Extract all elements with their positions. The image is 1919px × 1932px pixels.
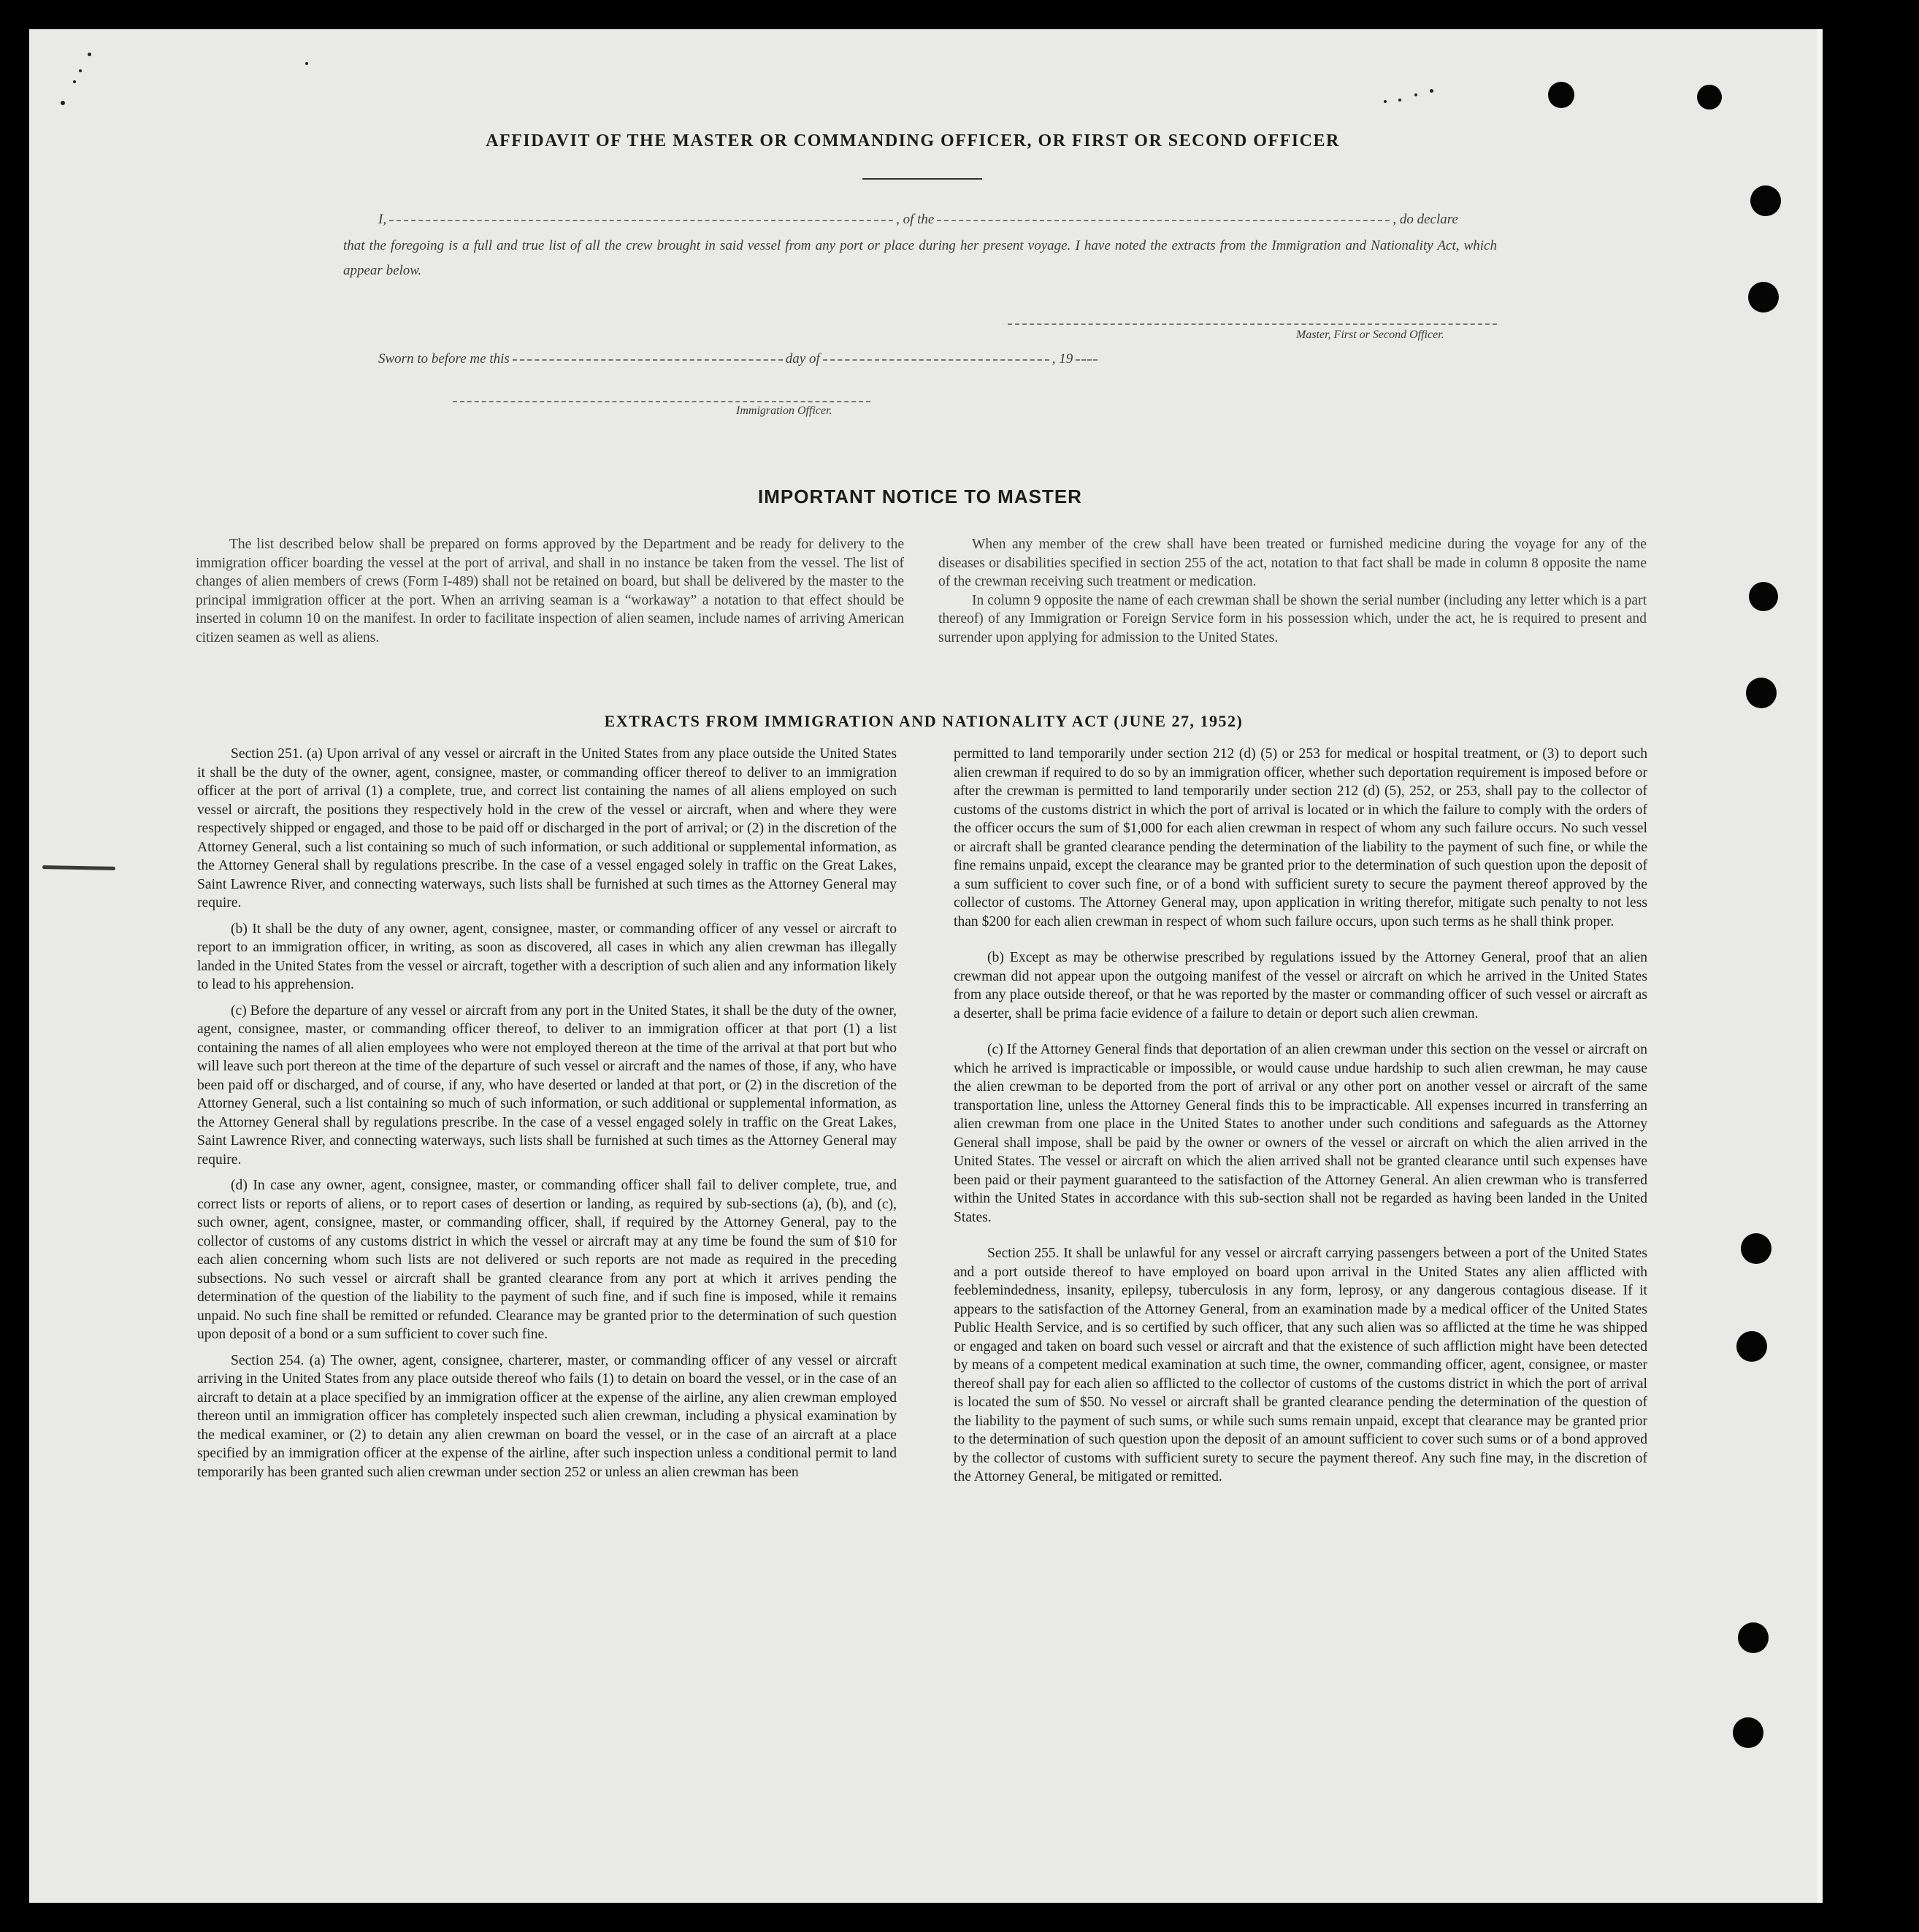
section-251-d: (d) In case any owner, agent, consignee, master, or commanding officer shall fail to deliver complete, true, and correct lists or reports of aliens, or to report cases of desertion or landing, as required by sub-sections (a), (b), and (c), such owner, agent, consignee, master, or commanding officer, shall, if required by the Attorney General, pay to the collector of customs of any customs district in which the vessel or aircraft may at any time be found the sum of $10 for each alien concerning whom such lists are not delivered or such reports are not made as required in the preceding subsections. No such vessel or aircraft shall be granted clearance from any port at which it arrives pending the determination of the question of the liability to the payment of such fine, and if such fine is imposed, while it remains unpaid. No such fine shall be remitted or refunded. Clearance may be granted prior to the determination of such question upon deposit of a bond or a sum sufficient to cover such fine. [197, 1178, 897, 1342]
binder-hole [1746, 678, 1777, 708]
binder-hole [1736, 1331, 1767, 1362]
binder-hole [1548, 82, 1574, 108]
title-divider [862, 178, 982, 180]
sworn-date-field [513, 359, 783, 361]
scan-speck [61, 101, 65, 105]
affidavit-statement: that the foregoing is a full and true list of all the crew brought in said vessel from any port or place during her present voyage. I have noted the extracts from the Immigration and Nationality Act, which appear below. [343, 238, 1497, 278]
binder-hole [1748, 282, 1779, 313]
scan-speck [79, 69, 82, 72]
sworn-line [378, 351, 1100, 367]
declare-suffix: , do declare [1393, 212, 1458, 227]
section-251-c: (c) Before the departure of any vessel or aircraft from any port in the United States, it shall be the duty of the owner, agent, consignee, master, or commanding officer thereof, to deliver to an immigration officer at that port (1) a list containing the names of all alien employees who were not employed thereon at the time of the arrival at that port but who will leave such port thereon at the time of the departure of such vessel or aircraft and the names of those, if any, who have been paid off or discharged, and of course, if any, who have deserted or landed at that port, or (2) in the discretion of the Attorney General, such a list containing so much of such information, or such additional or supplemental information, as the Attorney General shall by regulations prescribe. In the case of a vessel engaged solely in traffic on the Great Lakes, Saint Lawrence River, and connecting waterways, such lists shall be furnished at such times as the Attorney General may require. [197, 1003, 897, 1168]
extracts-title: EXTRACTS FROM IMMIGRATION AND NATIONALITY ACT (JUNE 27, 1952) [604, 712, 1244, 730]
section-255: Section 255. It shall be unlawful for any vessel or aircraft carrying passengers between a port of the United States and a port outside thereof to have employed on board upon arrival in the United States any alien afflicted with feeblemindedness, insanity, epilepsy, tuberculosis in any form, leprosy, or any dangerous contagious disease. If it appears to the satisfaction of the Attorney General, from an examination made by a medical officer of the United States Public Health Service, and is so certified by such officer, that any such alien was so afflicted at the time he was shipped or engaged and taken on board such vessel or aircraft and that the existence of such affliction might have been detected by means of a competent medical examination at such time, the owner, commanding officer, agent, consignee, or master thereof shall pay for each alien so afflicted to the collector of customs of the customs district in which the port of arrival is located the sum of $50. No vessel or aircraft shall be granted clearance pending the determination of the question of the liability to the payment of such sums, or while such sums remain unpaid, except that clearance may be granted prior to the determination of such question upon the deposit of an amount sufficient to cover such sums or of a bond approved by the collector of customs with sufficient surety to secure the payment thereof. Any such fine may, in the discretion of the Attorney General, be mitigated or remitted. [954, 1246, 1647, 1484]
notice-right-column [938, 535, 1647, 648]
sworn-year-field [1076, 359, 1098, 361]
notice-paragraph: The list described below shall be prepared on forms approved by the Department and be ready for delivery to the immigration officer boarding the vessel at the port of arrival, and shall in no instance be taken from the vessel. The list of changes of alien members of crews (Form I-489) shall not be retained on board, but shall be delivered by the master to the principal immigration officer at the port. When an arriving seaman is a “workaway” a notation to that effect should be inserted in column 10 on the manifest. In order to facilitate inspection of alien seamen, include names of arriving American citizen seamen as well as aliens. [196, 537, 904, 645]
declarant-line [378, 212, 1458, 228]
section-254-a: Section 254. (a) The owner, agent, consignee, charterer, master, or commanding officer of any vessel or aircraft arriving in the United States from any place outside thereof who fails (1) to detain on board the vessel, or in the case of an aircraft to detain at a place specified by an immigration officer at the expense of the airline, any alien crewman employed thereon until an immigration officer has completely inspected such alien crewman, including a physical examination by the medical examiner, or (2) to detain any alien crewman on board the vessel, or in the case of an aircraft at a place specified by an immigration officer at the expense of the airline, after such inspection unless a conditional permit to land temporarily has been granted such alien crewman under section 252 or unless an alien crewman has been [197, 1352, 897, 1480]
scan-speck [1430, 89, 1433, 93]
section-254-a-continued: permitted to land temporarily under section 212 (d) (5) or 253 for medical or hospital treatment, or (3) to deport such alien crewman if required to do so by an immigration officer, whether such deportation requirement is imposed before or after the crewman is permitted to land temporarily under section 212 (d) (5), 252, or 253, shall pay to the collector of customs of the customs district in which the port of arrival is located or in which the failure to comply with the orders of the officer occurs the sum of $1,000 for each alien crewman in respect of whom any such failure occurs. No such vessel or aircraft shall be granted clearance pending the determination of the liability to the payment of such fine, or while the fine remains unpaid, except the clearance may be granted prior to the determination of such question upon the deposit of a sum sufficient to cover such fine, or of a bond with sufficient surety to secure the payment thereof approved by the collector of customs. The Attorney General may, upon application in writing therefor, mitigate such penalty to not less than $200 for each alien crewman in respect of whom such failure occurs, upon such terms as he shall think proper. [954, 746, 1647, 929]
sworn-day-label: day of [785, 351, 820, 367]
binder-hole [1749, 582, 1778, 611]
sworn-year-label: , 19 [1052, 351, 1073, 367]
declarant-name-field [389, 219, 893, 221]
section-251-a: Section 251. (a) Upon arrival of any vessel or aircraft in the United States from any place outside the United States it shall be the duty of the owner, agent, consignee, master, or commanding officer thereof to deliver to an immigration officer at the port of arrival (1) a complete, true, and correct list containing the names of all aliens employed on such vessel or aircraft, the positions they respectively hold in the crew of the vessel or aircraft, when and where they were respectively shipped or engaged, and those to be paid off or discharged in the port of arrival; or (2) in the discretion of the Attorney General, such a list containing so much of such information, or such additional or supplemental information, as the Attorney General shall by regulations prescribe. In the case of a vessel engaged solely in traffic on the Great Lakes, Saint Lawrence River, and connecting waterways, such lists shall be furnished at such times as the Attorney General may require. [197, 746, 897, 911]
scan-speck [73, 80, 76, 83]
scan-speck [305, 62, 308, 65]
section-254-b: (b) Except as may be otherwise prescribed by regulations issued by the Attorney General, proof that an alien crewman did not appear upon the outgoing manifest of the vessel or aircraft on which he arrived in the United States from any place outside thereof, or that he was reported by the master or commanding officer of such vessel or aircraft as a deserter, shall be prima facie evidence of a failure to detain or deport such alien crewman. [954, 950, 1647, 1021]
vessel-prefix: , of the [896, 212, 935, 227]
extracts-left-column [197, 745, 897, 1489]
binder-hole [1738, 1622, 1769, 1653]
officer-signature-caption: Immigration Officer. [736, 405, 832, 417]
master-signature-caption: Master, First or Second Officer. [1296, 329, 1444, 341]
sworn-prefix: Sworn to before me this [378, 351, 510, 367]
notice-paragraph: In column 9 opposite the name of each crewman shall be shown the serial number (including any letter which is a part thereof) of any Immigration or Foreign Service form in his possession which, under the act, he is required to present and surrender upon applying for admission to the United States. [938, 592, 1647, 645]
binder-hole [1733, 1717, 1763, 1748]
sworn-month-field [823, 359, 1049, 361]
notice-left-column [196, 535, 904, 648]
scan-edge [1817, 29, 1823, 1903]
section-254-c: (c) If the Attorney General finds that deportation of an alien crewman under this section on the vessel or aircraft on which he arrived is impracticable or impossible, or would cause undue hardship to such alien crewman, he may cause the alien crewman to be deported from the port of arrival or any other port on another vessel or aircraft of the same transportation line, unless the Attorney General finds this to be impracticable. All expenses incurred in transferring an alien crewman from one place in the United States to another under such conditions and safeguards as the Attorney General shall impose, shall be paid by the owner or owners of the vessel or aircraft on which the alien arrived in the United States. The vessel or aircraft on which the alien arrived shall not be granted clearance until such expenses have been paid or their payment guaranteed to the satisfaction of the Attorney General. An alien crewman who is transferred within the United States in accordance with this sub-section shall not be regarded as having been landed in the United States. [954, 1042, 1647, 1225]
scan-speck [1398, 99, 1401, 101]
master-signature-field [1008, 323, 1497, 325]
extracts-right-column [954, 745, 1647, 1494]
binder-hole [1750, 185, 1781, 216]
scan-speck [1414, 93, 1417, 96]
notice-paragraph: When any member of the crew shall have been treated or furnished medicine during the voyage for any of the diseases or disabilities specified in section 255 of the act, notation to that fact shall be made in column 8 opposite the name of the crewman receiving such treatment or medication. [938, 537, 1647, 590]
vessel-name-field [937, 219, 1390, 221]
affidavit-title: AFFIDAVIT OF THE MASTER OR COMMANDING OFFICER, OR FIRST OR SECOND OFFICER [486, 131, 1340, 150]
binder-hole [1697, 85, 1722, 110]
scan-speck [1384, 100, 1387, 103]
scan-speck [88, 53, 91, 56]
notice-title: IMPORTANT NOTICE TO MASTER [758, 486, 1082, 507]
officer-signature-field [453, 400, 870, 402]
binder-hole [1741, 1233, 1771, 1264]
section-251-b: (b) It shall be the duty of any owner, agent, consignee, master, or commanding officer of any vessel or aircraft to report to an immigration officer, in writing, as soon as discovered, all cases in which any alien crewman has illegally landed in the United States from the vessel or aircraft, together with a description of such alien and any information likely to lead to his apprehension. [197, 921, 897, 992]
declarant-prefix: I, [378, 212, 387, 227]
